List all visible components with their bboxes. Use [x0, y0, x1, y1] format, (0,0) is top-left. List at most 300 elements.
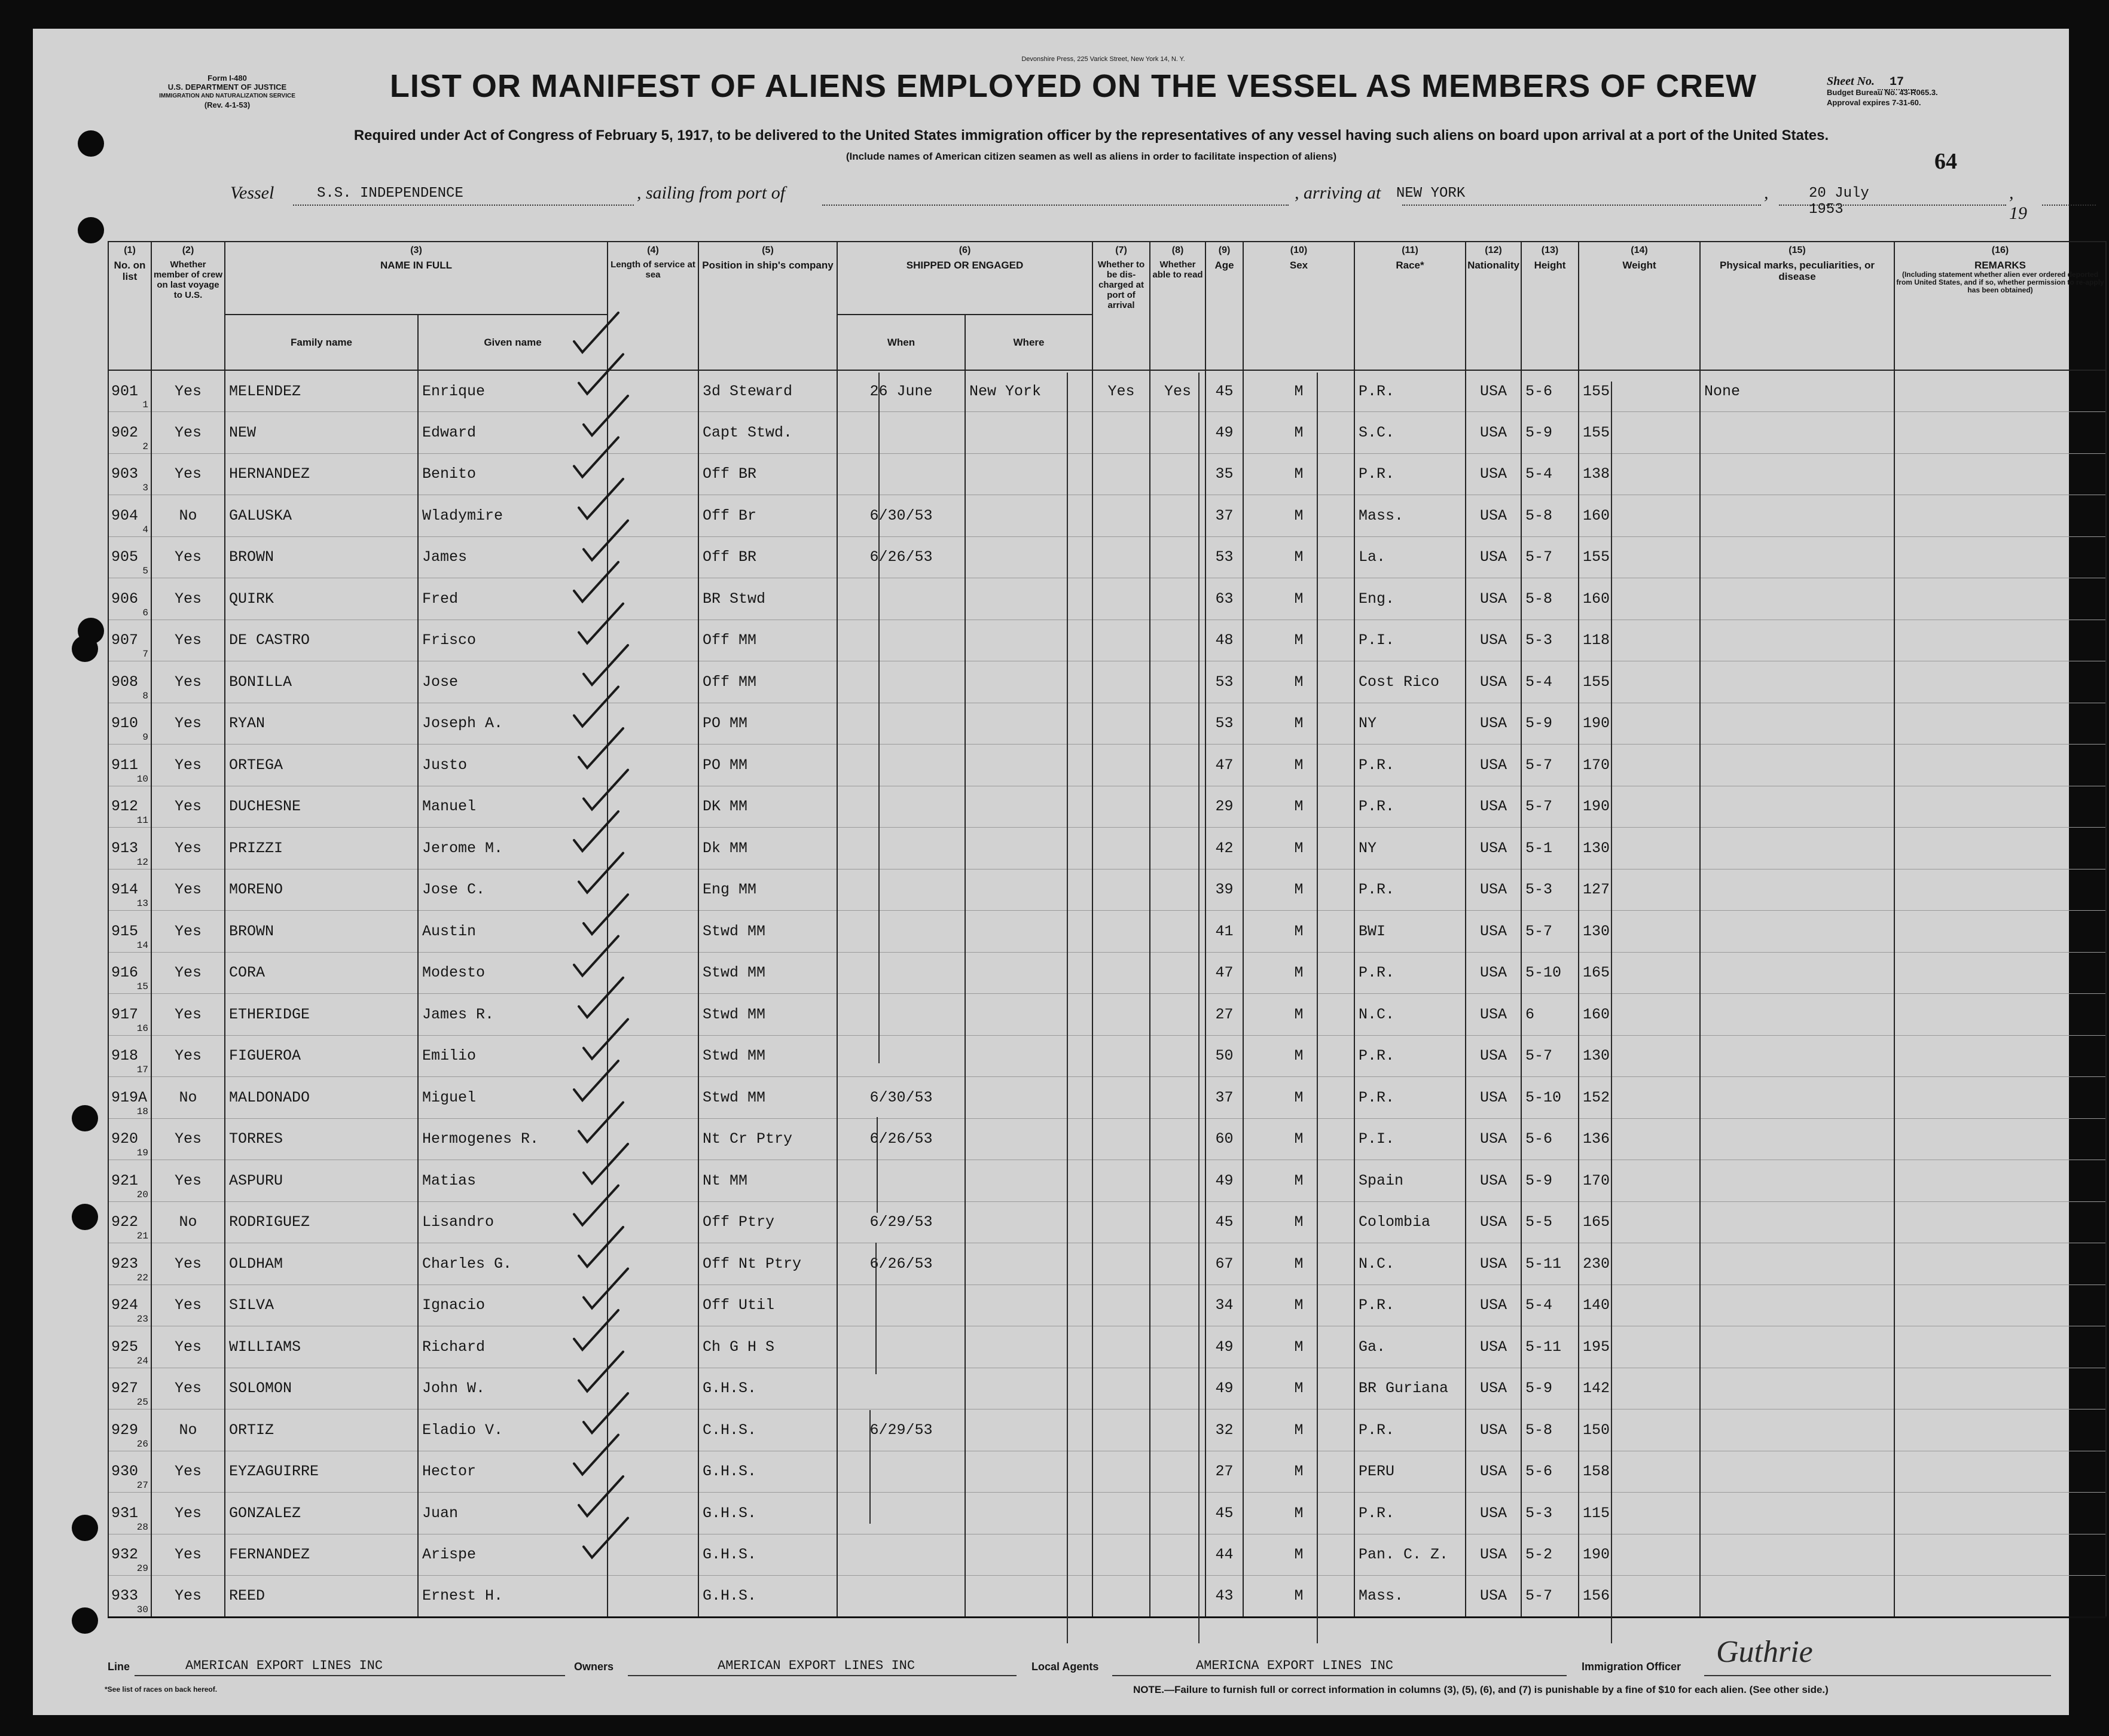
crew-discharged-cell [1092, 453, 1150, 495]
crew-number-cell [108, 412, 151, 454]
crew-shipped-when-cell: 26 June [837, 370, 965, 412]
crew-weight-cell: 130 [1579, 1035, 1700, 1077]
crew-service-length-cell [608, 1326, 698, 1368]
crew-shipped-where-cell [965, 994, 1092, 1036]
crew-physical-marks-cell [1700, 536, 1894, 578]
punch-hole [78, 217, 104, 243]
crew-given-name-cell: Joseph A. [418, 703, 608, 745]
crew-able-to-read-cell [1150, 1035, 1205, 1077]
crew-row [108, 1493, 2106, 1534]
crew-physical-marks-cell [1700, 453, 1894, 495]
crew-row [108, 1451, 2106, 1493]
crew-height-cell: 5-3 [1521, 1493, 1579, 1534]
crew-race-cell: P.R. [1354, 370, 1466, 412]
crew-position-cell: Nt MM [698, 1160, 837, 1202]
crew-row [108, 1201, 2106, 1243]
crew-remarks-cell [1894, 994, 2106, 1036]
crew-position-cell: Off MM [698, 661, 837, 703]
crew-remarks-cell [1894, 869, 2106, 911]
crew-age-cell: 47 [1205, 745, 1243, 786]
crew-height-cell: 5-2 [1521, 1534, 1579, 1576]
crew-remarks-cell [1894, 952, 2106, 994]
crew-nationality-cell: USA [1466, 1326, 1521, 1368]
crew-sex-cell: M [1243, 703, 1354, 745]
crew-row [108, 1576, 2106, 1618]
crew-sex-cell: M [1243, 1451, 1354, 1493]
crew-physical-marks-cell [1700, 1201, 1894, 1243]
crew-discharged-cell [1092, 661, 1150, 703]
col-header-age: (9) Age [1205, 242, 1243, 370]
crew-weight-cell: 155 [1579, 661, 1700, 703]
crew-position-cell: Off BR [698, 453, 837, 495]
crew-sex-cell: M [1243, 1493, 1354, 1534]
owners-value: AMERICAN EXPORT LINES INC [718, 1658, 915, 1673]
crew-able-to-read-cell [1150, 412, 1205, 454]
crew-physical-marks-cell [1700, 1035, 1894, 1077]
crew-nationality-cell: USA [1466, 994, 1521, 1036]
crew-race-cell: P.R. [1354, 1035, 1466, 1077]
crew-height-cell: 5-8 [1521, 495, 1579, 537]
crew-last-voyage-cell: Yes [151, 1118, 225, 1160]
line-index: 15 [136, 981, 148, 992]
crew-shipped-when-cell: 6/29/53 [837, 1409, 965, 1451]
crew-nationality-cell: USA [1466, 1201, 1521, 1243]
list-number: 918 [111, 1047, 139, 1065]
crew-row [108, 661, 2106, 703]
punch-hole [72, 1515, 98, 1541]
crew-nationality-cell: USA [1466, 1534, 1521, 1576]
col-header-shipped: (6) SHIPPED OR ENGAGED [837, 242, 1092, 315]
crew-nationality-cell: USA [1466, 1409, 1521, 1451]
crew-given-name-cell: Edward [418, 412, 608, 454]
col-header-height: (13) Height [1521, 242, 1579, 370]
crew-physical-marks-cell [1700, 1451, 1894, 1493]
crew-service-length-cell [608, 661, 698, 703]
list-number: 933 [111, 1587, 139, 1605]
crew-remarks-cell [1894, 1160, 2106, 1202]
crew-nationality-cell: USA [1466, 1493, 1521, 1534]
crew-able-to-read-cell [1150, 703, 1205, 745]
col-header-physical-marks: (15) Physical marks, peculiarities, or disease [1700, 242, 1894, 370]
crew-shipped-when-cell [837, 828, 965, 869]
crew-height-cell: 5-7 [1521, 1035, 1579, 1077]
line-index: 12 [136, 856, 148, 868]
crew-remarks-cell [1894, 1576, 2106, 1618]
crew-family-name-cell: ETHERIDGE [225, 994, 418, 1036]
crew-service-length-cell [608, 1368, 698, 1409]
crew-physical-marks-cell [1700, 620, 1894, 661]
crew-nationality-cell: USA [1466, 453, 1521, 495]
crew-number-cell [108, 620, 151, 661]
crew-weight-cell: 195 [1579, 1326, 1700, 1368]
crew-discharged-cell: Yes [1092, 370, 1150, 412]
crew-height-cell: 5-6 [1521, 1118, 1579, 1160]
col-header-last-voyage: (2) Whether member of crew on last voyage to U.S. [151, 242, 225, 370]
crew-race-cell: Cost Rico [1354, 661, 1466, 703]
crew-weight-cell: 136 [1579, 1118, 1700, 1160]
sheet-number-line [1827, 77, 2066, 87]
agents-value: AMERICNA EXPORT LINES INC [1196, 1658, 1394, 1673]
crew-sex-cell: M [1243, 911, 1354, 953]
crew-shipped-when-cell [837, 1576, 965, 1618]
list-number: 901 [111, 382, 139, 400]
crew-sex-cell: M [1243, 1409, 1354, 1451]
crew-position-cell: Stwd MM [698, 1077, 837, 1119]
crew-race-cell: S.C. [1354, 412, 1466, 454]
crew-number-cell [108, 1243, 151, 1285]
crew-service-length-cell [608, 745, 698, 786]
crew-position-cell: G.H.S. [698, 1534, 837, 1576]
crew-shipped-when-cell: 6/26/53 [837, 1243, 965, 1285]
crew-last-voyage-cell: Yes [151, 745, 225, 786]
crew-height-cell: 5-7 [1521, 536, 1579, 578]
crew-shipped-when-cell [837, 1534, 965, 1576]
crew-height-cell: 5-9 [1521, 703, 1579, 745]
date-value: 20 July 1953 [1809, 185, 1869, 218]
crew-height-cell: 5-7 [1521, 786, 1579, 828]
vessel-label: Vessel [230, 183, 274, 203]
crew-given-name-cell: Fred [418, 578, 608, 620]
crew-physical-marks-cell [1700, 1368, 1894, 1409]
crew-remarks-cell [1894, 1035, 2106, 1077]
crew-shipped-where-cell [965, 1160, 1092, 1202]
crew-service-length-cell [608, 370, 698, 412]
crew-family-name-cell: RYAN [225, 703, 418, 745]
crew-age-cell: 37 [1205, 495, 1243, 537]
line-index: 14 [136, 939, 148, 951]
crew-shipped-where-cell: New York [965, 370, 1092, 412]
crew-number-cell [108, 1285, 151, 1326]
crew-discharged-cell [1092, 1534, 1150, 1576]
crew-able-to-read-cell: Yes [1150, 370, 1205, 412]
line-index: 4 [142, 524, 148, 535]
crew-number-cell [108, 1201, 151, 1243]
crew-weight-cell: 165 [1579, 952, 1700, 994]
crew-remarks-cell [1894, 1118, 2106, 1160]
crew-able-to-read-cell [1150, 1368, 1205, 1409]
crew-weight-cell: 160 [1579, 578, 1700, 620]
crew-shipped-when-cell [837, 1160, 965, 1202]
form-number: Form I-480 [207, 74, 247, 83]
crew-shipped-where-cell [965, 1035, 1092, 1077]
crew-discharged-cell [1092, 1118, 1150, 1160]
crew-row [108, 1534, 2106, 1576]
line-index: 11 [136, 815, 148, 826]
crew-discharged-cell [1092, 994, 1150, 1036]
crew-last-voyage-cell: Yes [151, 869, 225, 911]
crew-shipped-when-cell: 6/26/53 [837, 1118, 965, 1160]
list-number: 910 [111, 715, 139, 733]
crew-row [108, 495, 2106, 537]
line-index: 27 [136, 1480, 148, 1491]
crew-last-voyage-cell: Yes [151, 994, 225, 1036]
owners-label: Owners [574, 1661, 614, 1673]
crew-weight-cell: 152 [1579, 1077, 1700, 1119]
crew-shipped-where-cell [965, 786, 1092, 828]
crew-nationality-cell: USA [1466, 1576, 1521, 1618]
line-index: 9 [142, 732, 148, 743]
crew-height-cell: 5-11 [1521, 1326, 1579, 1368]
crew-number-cell [108, 1451, 151, 1493]
crew-position-cell: G.H.S. [698, 1493, 837, 1534]
list-number: 915 [111, 922, 139, 940]
crew-physical-marks-cell [1700, 1077, 1894, 1119]
crew-able-to-read-cell [1150, 1285, 1205, 1326]
crew-sex-cell: M [1243, 620, 1354, 661]
crew-sex-cell: M [1243, 1035, 1354, 1077]
crew-remarks-cell [1894, 1285, 2106, 1326]
crew-able-to-read-cell [1150, 1201, 1205, 1243]
crew-nationality-cell: USA [1466, 1035, 1521, 1077]
page-number: 64 [1934, 149, 1957, 174]
crew-last-voyage-cell: Yes [151, 370, 225, 412]
crew-shipped-where-cell [965, 952, 1092, 994]
crew-row [108, 786, 2106, 828]
list-number: 914 [111, 881, 139, 899]
crew-discharged-cell [1092, 1576, 1150, 1618]
sheet-number: 17 [1878, 75, 1916, 90]
crew-sex-cell: M [1243, 661, 1354, 703]
arriving-value: NEW YORK [1396, 185, 1466, 202]
crew-age-cell: 50 [1205, 1035, 1243, 1077]
crew-discharged-cell [1092, 1243, 1150, 1285]
crew-race-cell: P.R. [1354, 745, 1466, 786]
crew-remarks-cell [1894, 578, 2106, 620]
crew-shipped-when-cell [837, 453, 965, 495]
crew-last-voyage-cell: Yes [151, 1493, 225, 1534]
crew-weight-cell: 138 [1579, 453, 1700, 495]
crew-sex-cell: M [1243, 412, 1354, 454]
crew-height-cell: 5-8 [1521, 578, 1579, 620]
crew-shipped-when-cell: 6/30/53 [837, 495, 965, 537]
crew-row [108, 1077, 2106, 1119]
crew-nationality-cell: USA [1466, 370, 1521, 412]
list-number: 923 [111, 1255, 139, 1273]
crew-age-cell: 67 [1205, 1243, 1243, 1285]
list-number: 929 [111, 1421, 139, 1439]
col-header-when: When [837, 315, 965, 370]
crew-race-cell: Pan. C. Z. [1354, 1534, 1466, 1576]
crew-shipped-when-cell [837, 911, 965, 953]
crew-race-cell: Eng. [1354, 578, 1466, 620]
crew-race-cell: PERU [1354, 1451, 1466, 1493]
line-index: 24 [136, 1355, 148, 1366]
crew-race-cell: P.R. [1354, 1409, 1466, 1451]
agents-label: Local Agents [1031, 1661, 1099, 1673]
crew-physical-marks-cell [1700, 1285, 1894, 1326]
crew-given-name-cell: Hermogenes R. [418, 1118, 608, 1160]
crew-age-cell: 63 [1205, 578, 1243, 620]
crew-age-cell: 29 [1205, 786, 1243, 828]
crew-family-name-cell: REED [225, 1576, 418, 1618]
crew-number-cell [108, 994, 151, 1036]
crew-service-length-cell [608, 828, 698, 869]
crew-family-name-cell: QUIRK [225, 578, 418, 620]
crew-family-name-cell: PRIZZI [225, 828, 418, 869]
crew-able-to-read-cell [1150, 1493, 1205, 1534]
crew-family-name-cell: ORTIZ [225, 1409, 418, 1451]
list-number: 903 [111, 465, 139, 483]
crew-family-name-cell: MELENDEZ [225, 370, 418, 412]
crew-service-length-cell [608, 911, 698, 953]
crew-position-cell: G.H.S. [698, 1368, 837, 1409]
sheet-info [1827, 77, 2066, 108]
crew-service-length-cell [608, 620, 698, 661]
crew-number-cell [108, 1534, 151, 1576]
punch-hole [78, 130, 104, 157]
crew-age-cell: 49 [1205, 412, 1243, 454]
list-number: 917 [111, 1005, 139, 1023]
crew-row [108, 412, 2106, 454]
crew-row [108, 1368, 2106, 1409]
crew-race-cell: P.I. [1354, 620, 1466, 661]
crew-able-to-read-cell [1150, 1451, 1205, 1493]
crew-nationality-cell: USA [1466, 828, 1521, 869]
crew-number-cell [108, 578, 151, 620]
crew-discharged-cell [1092, 911, 1150, 953]
crew-given-name-cell: James [418, 536, 608, 578]
crew-height-cell: 5-10 [1521, 952, 1579, 994]
crew-position-cell: PO MM [698, 703, 837, 745]
line-index: 22 [136, 1272, 148, 1283]
col-header-family-name: Family name [225, 315, 418, 370]
publisher-imprint: Devonshire Press, 225 Varick Street, New York 14, N. Y. [1021, 56, 1185, 63]
list-number: 930 [111, 1463, 139, 1481]
crew-shipped-where-cell [965, 1409, 1092, 1451]
sailing-label: , sailing from port of [637, 183, 786, 203]
crew-race-cell: Mass. [1354, 1576, 1466, 1618]
officer-label: Immigration Officer [1582, 1661, 1681, 1673]
line-index: 25 [136, 1397, 148, 1408]
crew-weight-cell: 190 [1579, 1534, 1700, 1576]
line-index: 16 [136, 1023, 148, 1034]
year-label: , 19 [2009, 183, 2027, 223]
crew-discharged-cell [1092, 578, 1150, 620]
crew-sex-cell: M [1243, 370, 1354, 412]
crew-given-name-cell: Wladymire [418, 495, 608, 537]
list-number: 912 [111, 798, 139, 816]
col-header-name: (3) NAME IN FULL [225, 242, 608, 315]
list-number: 913 [111, 839, 139, 857]
crew-given-name-cell: Benito [418, 453, 608, 495]
crew-remarks-cell [1894, 1368, 2106, 1409]
crew-row [108, 994, 2106, 1036]
crew-position-cell: Off Nt Ptry [698, 1243, 837, 1285]
crew-able-to-read-cell [1150, 620, 1205, 661]
crew-age-cell: 41 [1205, 911, 1243, 953]
line-index: 26 [136, 1438, 148, 1450]
crew-shipped-where-cell [965, 1243, 1092, 1285]
crew-given-name-cell: Justo [418, 745, 608, 786]
crew-position-cell: PO MM [698, 745, 837, 786]
crew-service-length-cell [608, 1534, 698, 1576]
crew-shipped-when-cell [837, 1451, 965, 1493]
list-number: 927 [111, 1380, 139, 1398]
crew-family-name-cell: ORTEGA [225, 745, 418, 786]
crew-given-name-cell: Ignacio [418, 1285, 608, 1326]
crew-physical-marks-cell [1700, 495, 1894, 537]
crew-weight-cell: 165 [1579, 1201, 1700, 1243]
list-number: 905 [111, 548, 139, 566]
crew-row [108, 536, 2106, 578]
crew-physical-marks-cell [1700, 828, 1894, 869]
crew-position-cell: Off BR [698, 536, 837, 578]
crew-last-voyage-cell: Yes [151, 1035, 225, 1077]
crew-physical-marks-cell [1700, 661, 1894, 703]
crew-physical-marks-cell [1700, 869, 1894, 911]
punch-hole [72, 1607, 98, 1634]
crew-height-cell: 5-3 [1521, 869, 1579, 911]
crew-remarks-cell [1894, 828, 2106, 869]
crew-position-cell: Nt Cr Ptry [698, 1118, 837, 1160]
crew-row [108, 1243, 2106, 1285]
crew-service-length-cell [608, 1409, 698, 1451]
crew-physical-marks-cell [1700, 786, 1894, 828]
crew-height-cell: 5-10 [1521, 1077, 1579, 1119]
crew-family-name-cell: TORRES [225, 1118, 418, 1160]
col-header-race: (11) Race* [1354, 242, 1466, 370]
crew-family-name-cell: MORENO [225, 869, 418, 911]
crew-sex-cell: M [1243, 1160, 1354, 1202]
crew-service-length-cell [608, 952, 698, 994]
crew-row [108, 703, 2106, 745]
form-revision: (Rev. 4-1-53) [204, 100, 251, 109]
crew-age-cell: 39 [1205, 869, 1243, 911]
crew-number-cell [108, 661, 151, 703]
crew-nationality-cell: USA [1466, 412, 1521, 454]
crew-remarks-cell [1894, 1243, 2106, 1285]
crew-nationality-cell: USA [1466, 869, 1521, 911]
crew-shipped-when-cell [837, 412, 965, 454]
col-header-position: (5) Position in ship's company [698, 242, 837, 370]
crew-nationality-cell: USA [1466, 911, 1521, 953]
crew-discharged-cell [1092, 1493, 1150, 1534]
crew-height-cell: 5-7 [1521, 1576, 1579, 1618]
crew-family-name-cell: FIGUEROA [225, 1035, 418, 1077]
crew-able-to-read-cell [1150, 578, 1205, 620]
arriving-label: , arriving at [1295, 183, 1381, 203]
crew-last-voyage-cell: Yes [151, 1285, 225, 1326]
line-label: Line [108, 1661, 130, 1673]
form-identification [99, 74, 356, 109]
crew-given-name-cell: Miguel [418, 1077, 608, 1119]
crew-number-cell [108, 370, 151, 412]
crew-row [108, 828, 2106, 869]
manifest-sheet [33, 29, 2104, 1715]
crew-shipped-when-cell: 6/26/53 [837, 536, 965, 578]
crew-service-length-cell [608, 869, 698, 911]
crew-able-to-read-cell [1150, 1534, 1205, 1576]
crew-weight-cell: 170 [1579, 1160, 1700, 1202]
crew-row [108, 745, 2106, 786]
crew-weight-cell: 150 [1579, 1409, 1700, 1451]
crew-row [108, 1160, 2106, 1202]
crew-service-length-cell [608, 1243, 698, 1285]
crew-age-cell: 44 [1205, 1534, 1243, 1576]
crew-row [108, 1285, 2106, 1326]
line-index: 19 [136, 1148, 148, 1158]
crew-race-cell: Ga. [1354, 1326, 1466, 1368]
crew-given-name-cell: Modesto [418, 952, 608, 994]
crew-weight-cell: 127 [1579, 869, 1700, 911]
crew-race-cell: Spain [1354, 1160, 1466, 1202]
crew-number-cell [108, 1326, 151, 1368]
crew-shipped-where-cell [965, 620, 1092, 661]
crew-position-cell: 3d Steward [698, 370, 837, 412]
crew-physical-marks-cell [1700, 1576, 1894, 1618]
crew-remarks-cell [1894, 1409, 2106, 1451]
crew-family-name-cell: WILLIAMS [225, 1326, 418, 1368]
